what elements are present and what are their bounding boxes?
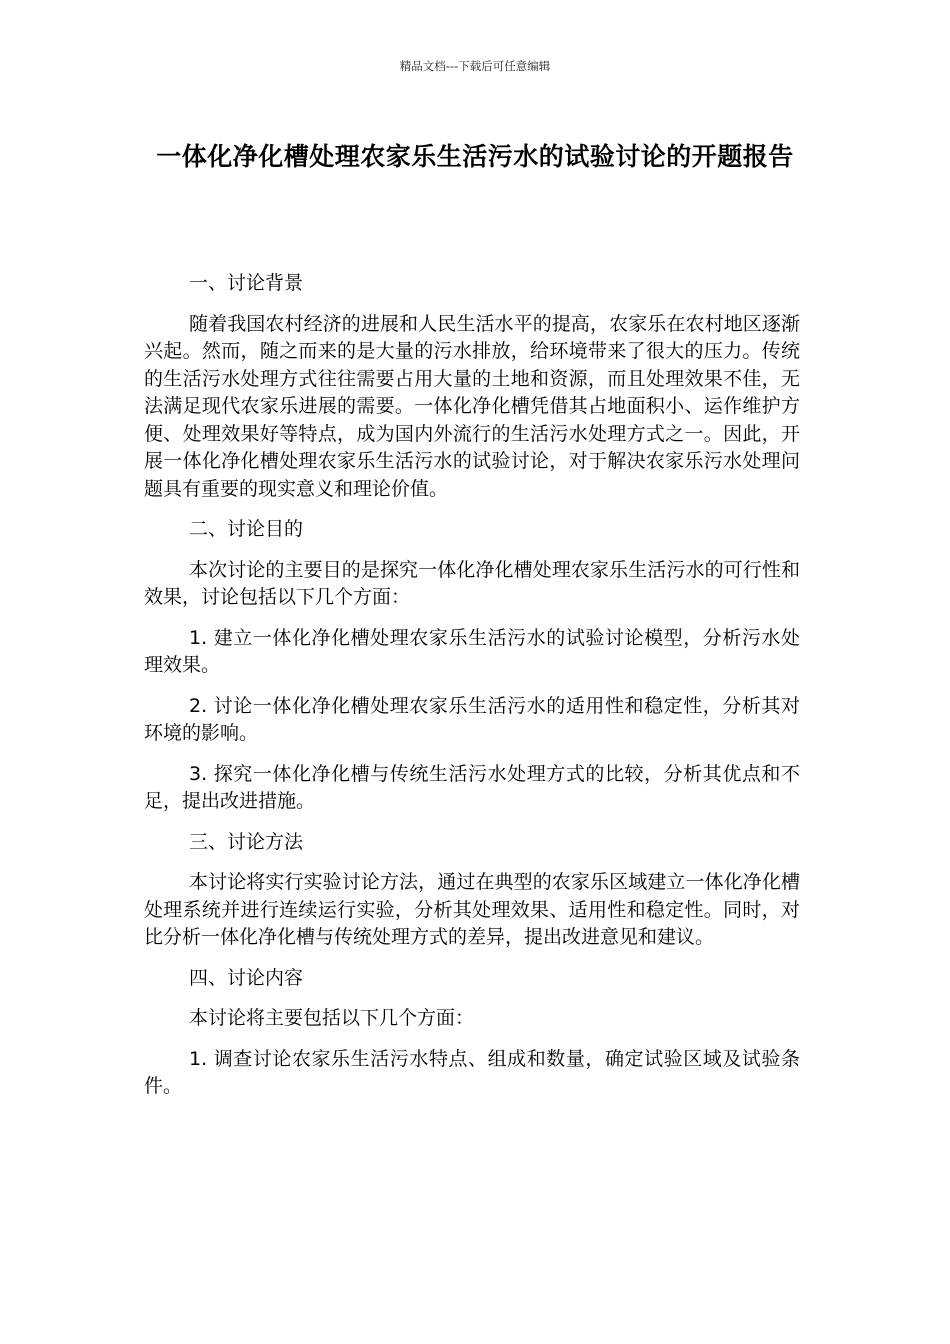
purpose-item-2: 2. 讨论一体化净化槽处理农家乐生活污水的适用性和稳定性，分析其对环境的影响。: [144, 694, 800, 744]
purpose-item-1: 1. 建立一体化净化槽处理农家乐生活污水的试验讨论模型，分析污水处理效果。: [144, 626, 800, 676]
purpose-item-3: 3. 探究一体化净化槽与传统生活污水处理方式的比较，分析其优点和不足，提出改进措施。: [144, 762, 800, 812]
section-heading-background: 一、讨论背景: [189, 272, 304, 294]
method-paragraph: 本讨论将实行实验讨论方法，通过在典型的农家乐区域建立一体化净化槽处理系统并进行连续运行实验，分析其处理效果、适用性和稳定性。同时，对比分析一体化净化槽与传统处理方式的差异，提出改进意见和建议。: [144, 871, 800, 948]
section-heading-method: 三、讨论方法: [189, 830, 304, 853]
purpose-intro-paragraph: 本次讨论的主要目的是探究一体化净化槽处理农家乐生活污水的可行性和效果，讨论包括以下几个方面：: [144, 558, 800, 608]
document-body: [144, 270, 800, 1114]
section-heading-purpose: 二、讨论目的: [189, 518, 304, 540]
document-title: 一体化净化槽处理农家乐生活污水的试验讨论的开题报告: [156, 142, 794, 171]
page-header-note: 精品文档---下载后可任意编辑: [399, 59, 551, 73]
section-heading-content: 四、讨论内容: [189, 966, 304, 989]
content-item-1: 1. 调查讨论农家乐生活污水特点、组成和数量，确定试验区域及试验条件。: [144, 1047, 800, 1097]
background-paragraph: 随着我国农村经济的进展和人民生活水平的提高，农家乐在农村地区逐渐兴起。然而，随之而来的是大量的污水排放，给环境带来了很大的压力。传统的生活污水处理方式往往需要占用大量的土地和资源，而且处理效果不佳，无法满足现代农家乐进展的需要。一体化净化槽凭借其占地面积小、运作维护方便、处理效果好等特点，成为国内外流行的生活污水处理方式之一。因此，开展一体化净化槽处理农家乐生活污水的试验讨论，对于解决农家乐污水处理问题具有重要的现实意义和理论价值。: [144, 312, 800, 500]
content-intro-paragraph: 本讨论将主要包括以下几个方面：: [189, 1007, 475, 1029]
